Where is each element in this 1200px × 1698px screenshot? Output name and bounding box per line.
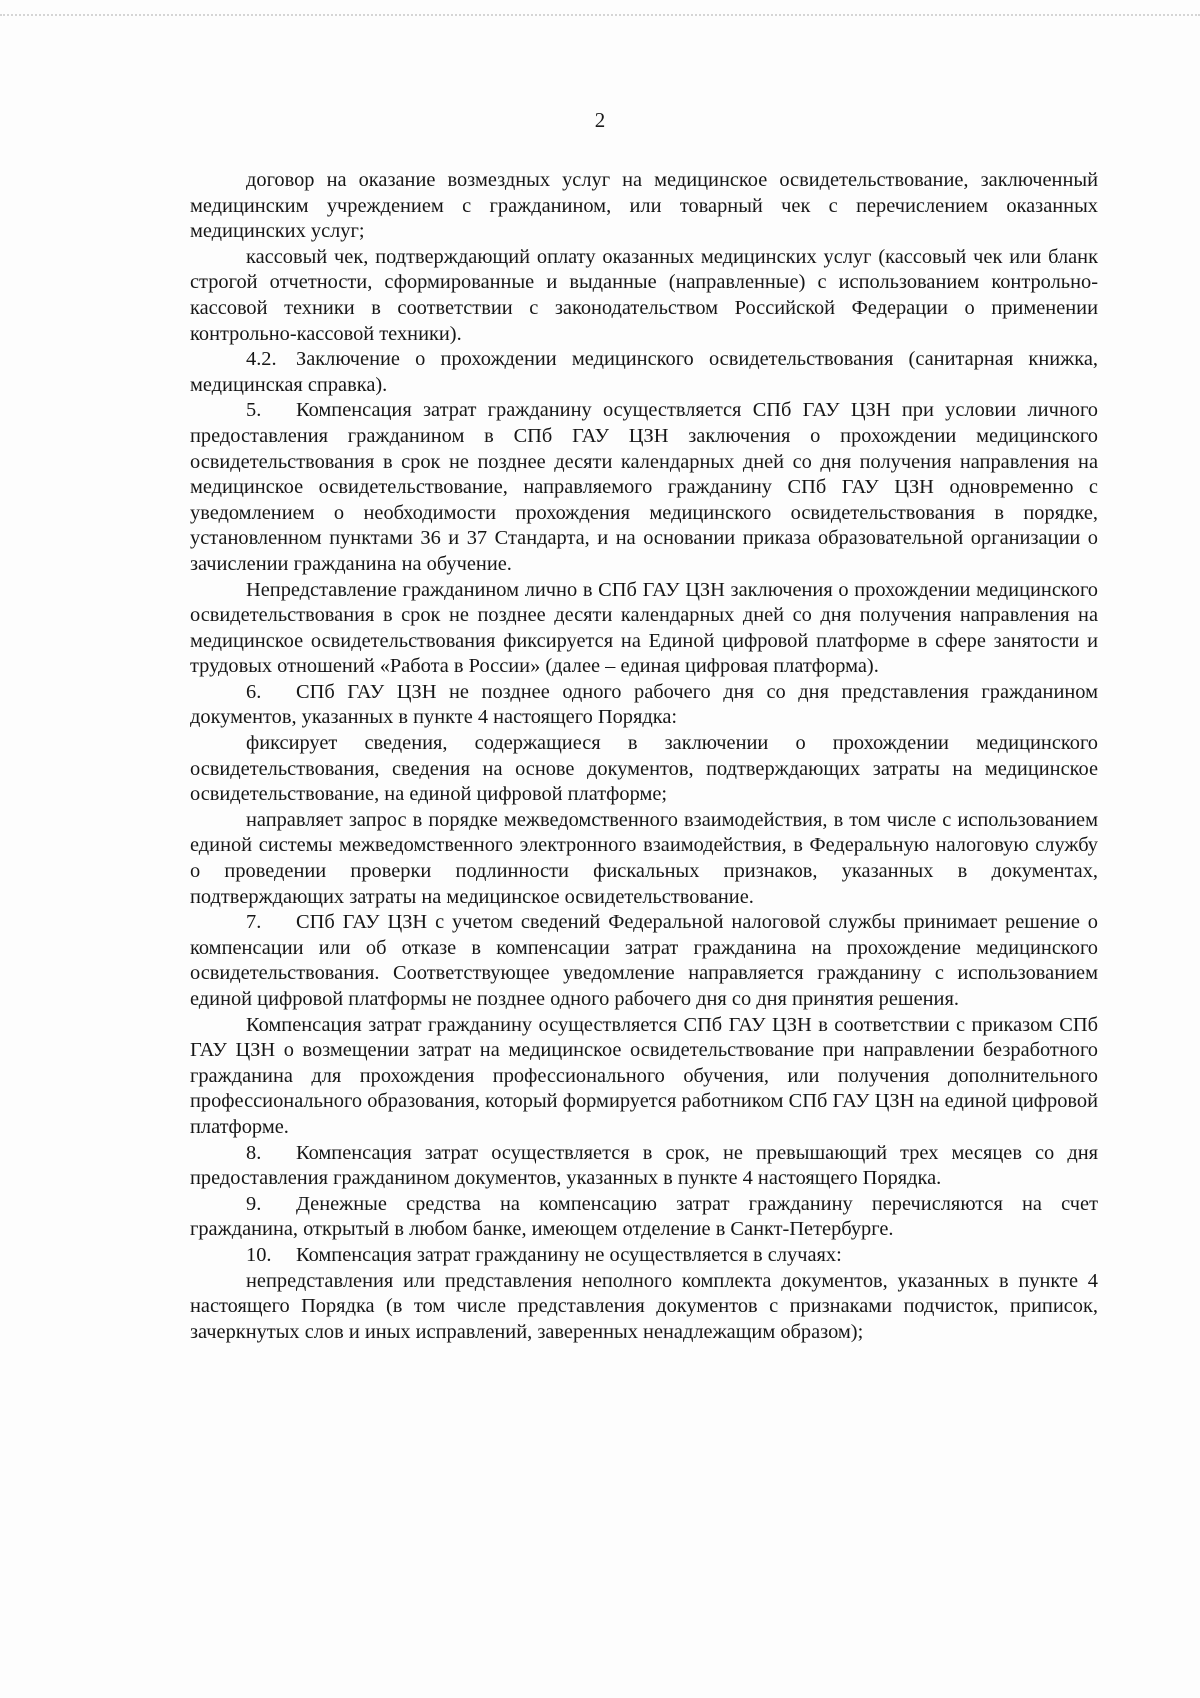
paragraph-text: Непредставление гражданином лично в СПб ГАУ ЦЗН заключения о прохождении медицинского освидетельствования в срок не позднее десяти календарных дней со дня получения направления на медицинское освидетельствования фиксируется на Единой цифровой платформе в сфере занятости и трудовых отношений «Работа в России» (далее – единая цифровая платформа). <box>190 578 1098 678</box>
paragraph <box>190 731 1098 808</box>
paragraph-number: 9. <box>246 1192 262 1215</box>
paragraph <box>190 578 1098 680</box>
paragraph-text: СПб ГАУ ЦЗН с учетом сведений Федеральной налоговой службы принимает решение о компенсации или об отказе в компенсации затрат гражданина на прохождение медицинского освидетельствования. Соответствующее уведомление направляется гражданину с использованием единой цифровой платформы не позднее одного рабочего дня со дня принятия решения. <box>190 911 1098 1010</box>
paragraph-text: фиксирует сведения, содержащиеся в заключении о прохождении медицинского освидетельствования, сведения на основе документов, подтверждающих затраты на медицинское освидетельствование, на единой цифровой платформе; <box>190 732 1098 806</box>
paragraph <box>190 168 1098 245</box>
scan-edge-artifact <box>0 14 1200 16</box>
paragraph-number: 5. <box>246 399 262 422</box>
paragraph-number: 8. <box>246 1141 262 1164</box>
paragraph-number: 6. <box>246 680 262 703</box>
paragraph-text: договор на оказание возмездных услуг на медицинское освидетельствование, заключенный медицинским учреждением с гражданином, или товарный чек с перечислением оказанных медицинских услуг; <box>190 169 1098 243</box>
paragraph <box>190 1192 1098 1243</box>
paragraph-text: Компенсация затрат гражданину не осуществляется в случаях: <box>296 1243 842 1266</box>
paragraph-text: кассовый чек, подтверждающий оплату оказанных медицинских услуг (кассовый чек или бланк строгой отчетности, сформированные и выданные (направленные) с использованием контрольно-кассовой техники в соответствии с законодательством Российской Федерации о применении контрольно-кассовой техники). <box>190 245 1098 345</box>
document-body <box>190 168 1098 1345</box>
paragraph-text: Заключение о прохождении медицинского освидетельствования (санитарная книжка, медицинская справка). <box>190 348 1098 396</box>
paragraph-text: Компенсация затрат гражданину осуществляется СПб ГАУ ЦЗН в соответствии с приказом СПб ГАУ ЦЗН о возмещении затрат на медицинское освидетельствование при направлении безработного гражданина для прохождения профессионального обучения, или получения дополнительного профессионального образования, который формируется работником СПб ГАУ ЦЗН на единой цифровой платформе. <box>190 1013 1098 1138</box>
paragraph <box>190 1269 1098 1346</box>
paragraph <box>190 398 1098 577</box>
paragraph <box>190 1141 1098 1192</box>
paragraph-text: Компенсация затрат осуществляется в срок, не превышающий трех месяцев со дня предоставления гражданином документов, указанных в пункте 4 настоящего Порядка. <box>190 1141 1098 1190</box>
page-number: 2 <box>594 108 606 132</box>
paragraph-text: Компенсация затрат гражданину осуществляется СПб ГАУ ЦЗН при условии личного предоставления гражданином в СПб ГАУ ЦЗН заключения о прохождении медицинского освидетельствования в срок не позднее десяти календарных дней со дня получения направления на медицинское освидетельствование, направляемого гражданину СПб ГАУ ЦЗН одновременно с уведомлением о необходимости прохождения медицинского освидетельствования в порядке, установленном пунктами 36 и 37 Стандарта, и на основании приказа образовательной организации о зачислении гражданина на обучение. <box>190 399 1098 575</box>
paragraph-text: Денежные средства на компенсацию затрат гражданину перечисляются на счет гражданина, открытый в любом банке, имеющем отделение в Санкт-Петербурге. <box>190 1192 1098 1241</box>
paragraph-text: СПб ГАУ ЦЗН не позднее одного рабочего дня со дня представления гражданином документов, указанных в пункте 4 настоящего Порядка: <box>190 680 1098 729</box>
paragraph-text: направляет запрос в порядке межведомственного взаимодействия, в том числе с использованием единой системы межведомственного электронного взаимодействия, в Федеральную налоговую службу о проведении проверки подлинности фискальных признаков, указанных в документах, подтверждающих затраты на медицинское освидетельствование. <box>190 808 1098 908</box>
paragraph <box>190 1243 1098 1269</box>
paragraph-text: непредставления или представления неполного комплекта документов, указанных в пункте 4 настоящего Порядка (в том числе представления документов с признаками подчисток, приписок, зачеркнутых слов и иных исправлений, заверенных ненадлежащим образом); <box>190 1269 1098 1343</box>
paragraph-number: 10. <box>246 1243 272 1266</box>
paragraph <box>190 1013 1098 1141</box>
paragraph <box>190 245 1098 347</box>
paragraph <box>190 347 1098 398</box>
paragraph <box>190 808 1098 910</box>
paragraph <box>190 680 1098 731</box>
paragraph <box>190 910 1098 1012</box>
paragraph-number: 7. <box>246 911 262 934</box>
paragraph-number: 4.2. <box>246 348 277 371</box>
